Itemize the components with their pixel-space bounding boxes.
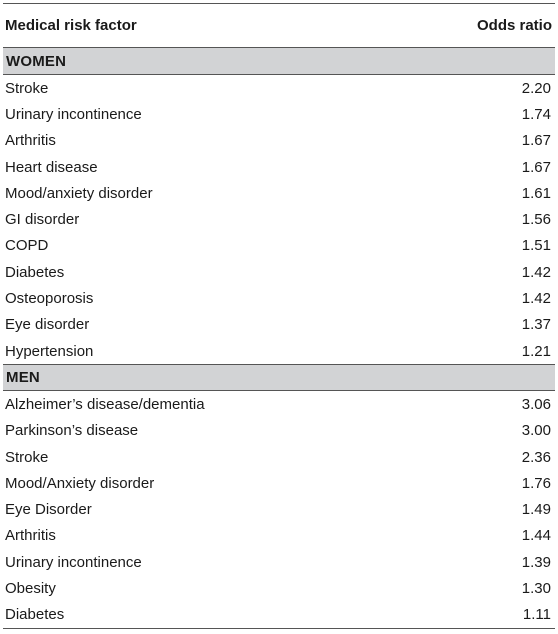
odds-ratio-cell: 1.37 (521, 316, 551, 334)
odds-ratio-cell: 1.61 (521, 184, 551, 202)
risk-factor-cell: Arthritis (5, 527, 56, 545)
odds-ratio-cell: 1.44 (521, 527, 551, 545)
table-row (3, 233, 555, 259)
table-row (3, 523, 555, 549)
odds-ratio-cell: 1.30 (521, 579, 551, 597)
odds-ratio-cell: 1.74 (521, 105, 551, 123)
risk-factor-cell: Arthritis (5, 132, 56, 150)
table-row (3, 338, 555, 364)
section-men: MEN (3, 364, 555, 391)
table-row (3, 180, 555, 206)
table-row (3, 101, 555, 127)
odds-ratio-cell: 2.20 (521, 79, 551, 97)
risk-factor-table (3, 3, 555, 629)
risk-factor-cell: COPD (5, 237, 49, 255)
table-row (3, 549, 555, 575)
table-row (3, 206, 555, 232)
risk-factor-cell: Eye Disorder (5, 501, 92, 519)
risk-factor-cell: Osteoporosis (5, 290, 94, 308)
risk-factor-cell: Urinary incontinence (5, 105, 142, 123)
table-header (3, 4, 555, 48)
table-row (3, 285, 555, 311)
risk-factor-cell: Urinary incontinence (5, 553, 142, 571)
table-row (3, 418, 555, 444)
risk-factor-cell: Eye disorder (5, 316, 90, 334)
table-row (3, 444, 555, 470)
risk-factor-cell: Stroke (5, 79, 49, 97)
risk-factor-cell: Diabetes (5, 263, 65, 281)
table-row (3, 391, 555, 417)
odds-ratio-cell: 1.49 (521, 501, 551, 519)
risk-factor-cell: Heart disease (5, 158, 98, 176)
risk-factor-cell: Obesity (5, 579, 56, 597)
risk-factor-cell: Parkinson’s disease (5, 422, 139, 440)
risk-factor-cell: Mood/Anxiety disorder (5, 474, 155, 492)
table-row (3, 154, 555, 180)
odds-ratio-cell: 1.67 (521, 158, 551, 176)
odds-ratio-cell: 3.00 (521, 422, 551, 440)
table-row (3, 128, 555, 154)
header-medical-risk-factor: Medical risk factor (5, 17, 137, 34)
risk-factor-cell: Diabetes (5, 606, 65, 624)
women-rows (3, 75, 555, 364)
bottom-rule (3, 628, 555, 629)
odds-ratio-cell: 3.06 (521, 395, 551, 413)
table-row (3, 259, 555, 285)
header-odds-ratio: Odds ratio (476, 17, 552, 34)
risk-factor-cell: Alzheimer’s disease/dementia (5, 395, 205, 413)
odds-ratio-cell: 1.42 (521, 263, 551, 281)
risk-factor-cell: Stroke (5, 448, 49, 466)
odds-ratio-cell: 2.36 (521, 448, 551, 466)
odds-ratio-cell: 1.39 (521, 553, 551, 571)
table-row (3, 575, 555, 601)
risk-factor-cell: GI disorder (5, 211, 80, 229)
risk-factor-cell: Mood/anxiety disorder (5, 184, 153, 202)
table-row (3, 496, 555, 522)
odds-ratio-cell: 1.11 (522, 606, 551, 624)
odds-ratio-cell: 1.67 (521, 132, 551, 150)
odds-ratio-cell: 1.42 (521, 290, 551, 308)
odds-ratio-cell: 1.76 (521, 474, 551, 492)
table-row (3, 602, 555, 628)
odds-ratio-cell: 1.21 (521, 342, 551, 360)
men-rows (3, 391, 555, 628)
table-row (3, 312, 555, 338)
odds-ratio-cell: 1.56 (521, 211, 551, 229)
odds-ratio-cell: 1.51 (521, 237, 551, 255)
table-row (3, 75, 555, 101)
section-women: WOMEN (3, 48, 555, 75)
risk-factor-cell: Hypertension (5, 342, 94, 360)
table-row (3, 470, 555, 496)
